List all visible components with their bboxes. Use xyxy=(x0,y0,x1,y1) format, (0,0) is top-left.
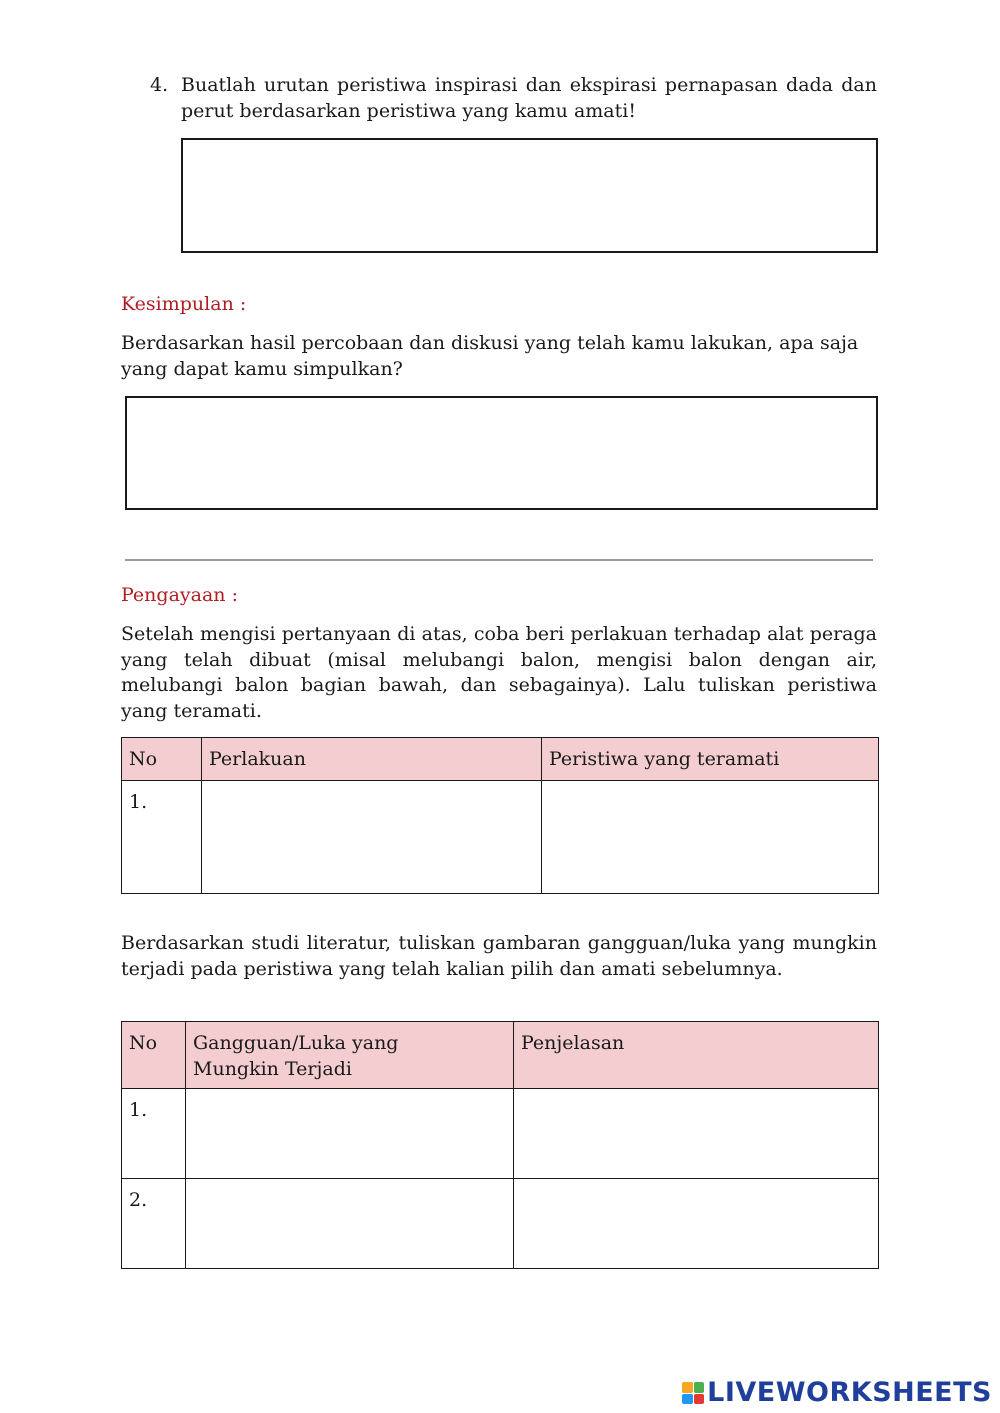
gangguan-cell[interactable] xyxy=(186,1089,514,1179)
literatur-instructions: Berdasarkan studi literatur, tuliskan gambaran gangguan/luka yang mungkin terjadi pada peristiwa yang telah kalian pilih dan amati sebelumnya. xyxy=(121,932,877,980)
watermark-text: LIVEWORKSHEETS xyxy=(707,1377,992,1409)
table-header-penjelasan: Penjelasan xyxy=(514,1022,879,1089)
section-divider xyxy=(125,559,873,561)
gangguan-cell[interactable] xyxy=(186,1179,514,1269)
question-4-number: 4. xyxy=(150,74,169,96)
row-number: 2. xyxy=(122,1179,186,1269)
row-number: 1. xyxy=(122,781,202,894)
kesimpulan-prompt: Berdasarkan hasil percobaan dan diskusi yang telah kamu lakukan, apa saja yang dapat kamu simpulkan? xyxy=(121,332,859,380)
penjelasan-cell[interactable] xyxy=(514,1089,879,1179)
liveworksheets-logo-icon xyxy=(682,1382,704,1404)
perlakuan-table xyxy=(121,737,879,894)
peristiwa-cell[interactable] xyxy=(542,781,879,894)
table-header-no: No xyxy=(122,1022,186,1089)
kesimpulan-heading: Kesimpulan : xyxy=(121,293,247,315)
penjelasan-cell[interactable] xyxy=(514,1179,879,1269)
question-4-text: Buatlah urutan peristiwa inspirasi dan ekspirasi pernapasan dada dan perut berdasarkan peristiwa yang kamu amati! xyxy=(181,74,877,122)
table-header-gangguan: Gangguan/Luka yang Mungkin Terjadi xyxy=(186,1022,514,1089)
table-row xyxy=(122,1179,879,1269)
liveworksheets-watermark xyxy=(682,1376,992,1410)
table-row xyxy=(122,781,879,894)
table-header-perlakuan: Perlakuan xyxy=(202,738,542,781)
perlakuan-cell[interactable] xyxy=(202,781,542,894)
table-header-no: No xyxy=(122,738,202,781)
gangguan-table xyxy=(121,1021,879,1269)
table-header-peristiwa: Peristiwa yang teramati xyxy=(542,738,879,781)
question-4-answer-box[interactable] xyxy=(181,138,878,253)
table-row xyxy=(122,1089,879,1179)
pengayaan-heading: Pengayaan : xyxy=(121,584,238,606)
kesimpulan-answer-box[interactable] xyxy=(125,396,878,510)
pengayaan-instructions: Setelah mengisi pertanyaan di atas, coba beri perlakuan terhadap alat peraga yang telah dibuat (misal melubangi balon, mengisi balon dengan air, melubangi balon bagian bawah, dan sebagainya). Lalu tuliskan peristiwa yang teramati. xyxy=(121,623,877,722)
row-number: 1. xyxy=(122,1089,186,1179)
